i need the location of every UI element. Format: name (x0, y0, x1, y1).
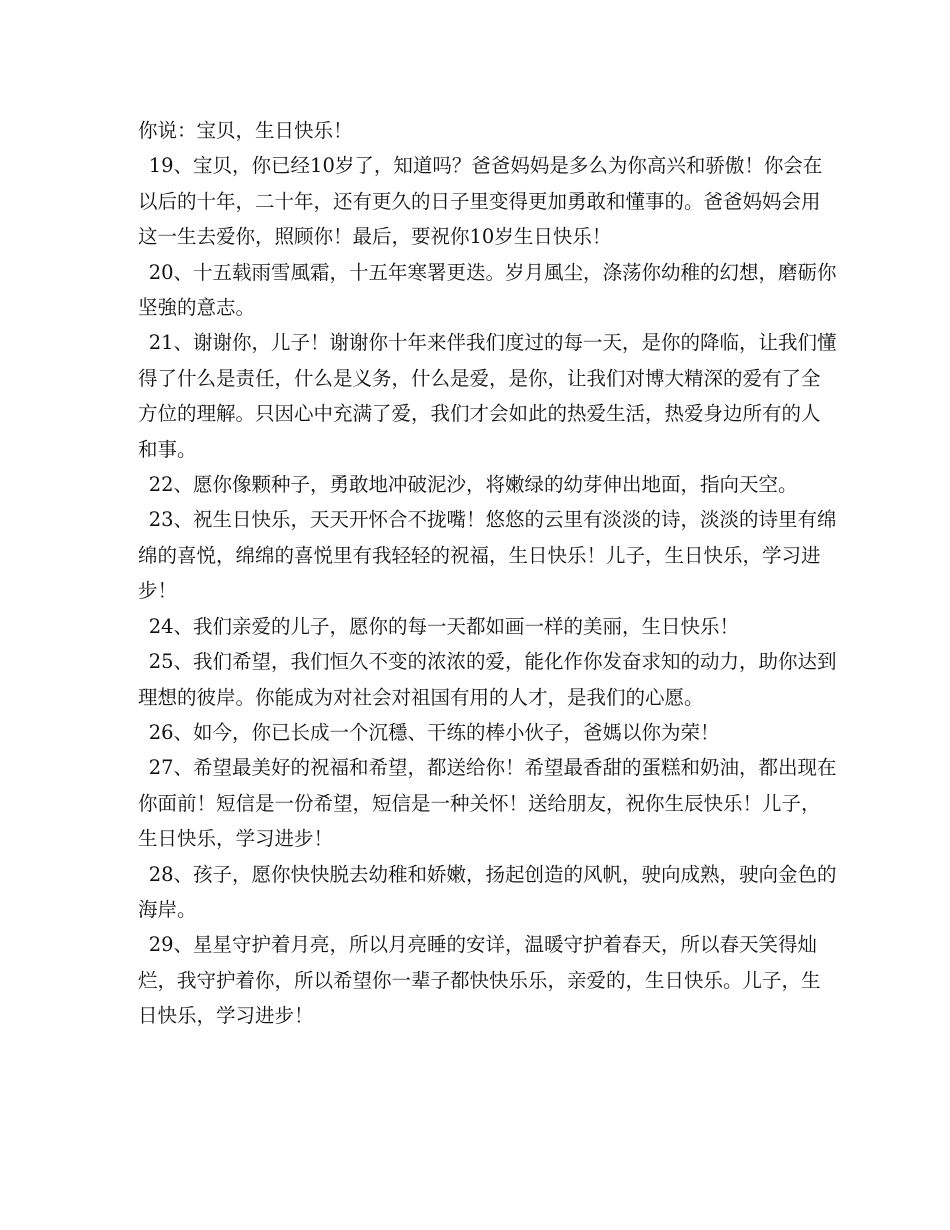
paragraph-22: 22、愿你像颗种子，勇敢地冲破泥沙，将嫩绿的幼芽伸出地面，指向天空。 (148, 473, 798, 497)
paragraph-20: 20、十五载雨雪風霜，十五年寒署更迭。岁月風尘，涤荡你幼稚的幻想，磨砺你坚強的意志。 (138, 260, 837, 320)
paragraph-23: 23、祝生日快乐，天天开怀合不拢嘴！悠悠的云里有淡淡的诗，淡淡的诗里有绵绵的喜悦，绵绵的喜悦里有我轻轻的祝福，生日快乐！儿子，生日快乐，学习进步！ (138, 508, 837, 603)
paragraph-19: 19、宝贝，你已经10岁了，知道吗？爸爸妈妈是多么为你高兴和骄傲！你会在以后的十年，二十年，还有更久的日子里变得更加勇敢和懂事的。爸爸妈妈会用这一生去爱你，照顾你！最后，要祝你10岁生日快乐！ (138, 154, 823, 249)
paragraph-26: 26、如今，你已长成一个沉穩、干练的棒小伙子，爸媽以你为荣！ (148, 720, 720, 744)
paragraph-18-ending: 你说：宝贝，生日快乐！ (138, 119, 353, 142)
paragraph-24: 24、我们亲爱的儿子，愿你的每一天都如画一样的美丽，生日快乐！ (148, 614, 740, 638)
paragraph-27: 27、希望最美好的祝福和希望，都送给你！希望最香甜的蛋糕和奶油，都出现在你面前！短信是一份希望，短信是一种关怀！送给朋友，祝你生辰快乐！儿子，生日快乐，学习进步！ (138, 756, 837, 851)
paragraph-21: 21、谢谢你，儿子！谢谢你十年来伴我们度过的每一天，是你的降临，让我们懂得了什么是责任，什么是义务，什么是爱，是你，让我们对博大精深的爱有了全方位的理解。只因心中充满了爱，我们才会如此的热爱生活，热爱身边所有的人和事。 (138, 331, 837, 461)
paragraph-29: 29、星星守护着月亮，所以月亮睡的安详，温暖守护着春天，所以春天笑得灿烂，我守护着你，所以希望你一辈子都快快乐乐，亲爱的，生日快乐。儿子，生日快乐，学习进步！ (138, 933, 821, 1028)
document-body (138, 113, 838, 1034)
paragraph-28: 28、孩子，愿你快快脱去幼稚和娇嫩，扬起创造的风帆，驶向成熟，驶向金色的海岸。 (138, 862, 837, 921)
paragraph-25: 25、我们希望，我们恒久不变的浓浓的爱，能化作你发奋求知的动力，助你达到理想的彼岸。你能成为对社会对祖国有用的人才，是我们的心愿。 (138, 650, 837, 709)
